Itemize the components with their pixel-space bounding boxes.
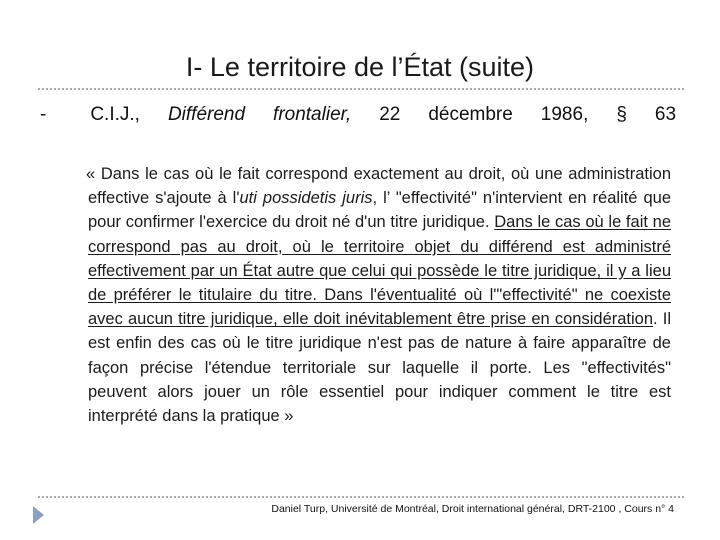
bullet-dash: - xyxy=(40,104,47,125)
quote-part-3: . Il est enfin des cas où le titre juridique n'est pas de nature à faire apparaître de façon précise l'étendue territoriale sur laquelle il porte. Les "effectivités" peuvent alors jouer un rôle essentiel pour indiquer comment le titre est interprété dans la pratique » xyxy=(88,310,672,426)
next-slide-arrow-icon[interactable] xyxy=(33,506,44,524)
quote-part-1: « Dans le cas où le fait correspond exactement au droit, où une administration effective s'ajoute à l' xyxy=(86,165,671,208)
judgment-quote xyxy=(88,162,671,428)
paragraph-ref: § 63 xyxy=(616,104,677,125)
quote-part-2: , l’ "effectivité" n'intervient en réalité que pour confirmer l'exercice du droit né d'un titre juridique. xyxy=(88,189,671,232)
quote-latin-term: uti possidetis juris xyxy=(239,189,373,208)
footer-divider xyxy=(38,496,684,498)
case-reference-line xyxy=(40,103,676,127)
footer-credit: Daniel Turp, Université de Montréal, Droit international général, DRT-2100 , Cours n° 4 xyxy=(271,503,674,515)
case-name: Différend frontalier, xyxy=(167,104,352,125)
title-divider xyxy=(38,88,684,90)
quote-underlined-passage: Dans le cas où le fait ne correspond pas au droit, où le territoire objet du différend est administré effectivement par un État autre que celui qui possède le titre juridique, il y a lieu de préférer le titulaire du titre. Dans l'éventualité où l'"effectivité" ne coexiste avec aucun titre juridique, elle doit inévitablement être prise en considération xyxy=(88,213,671,329)
court-abbreviation: C.I.J., xyxy=(90,104,140,125)
slide-title: I- Le territoire de l’État (suite) xyxy=(185,52,535,82)
judgment-date: 22 décembre 1986, xyxy=(379,104,589,125)
